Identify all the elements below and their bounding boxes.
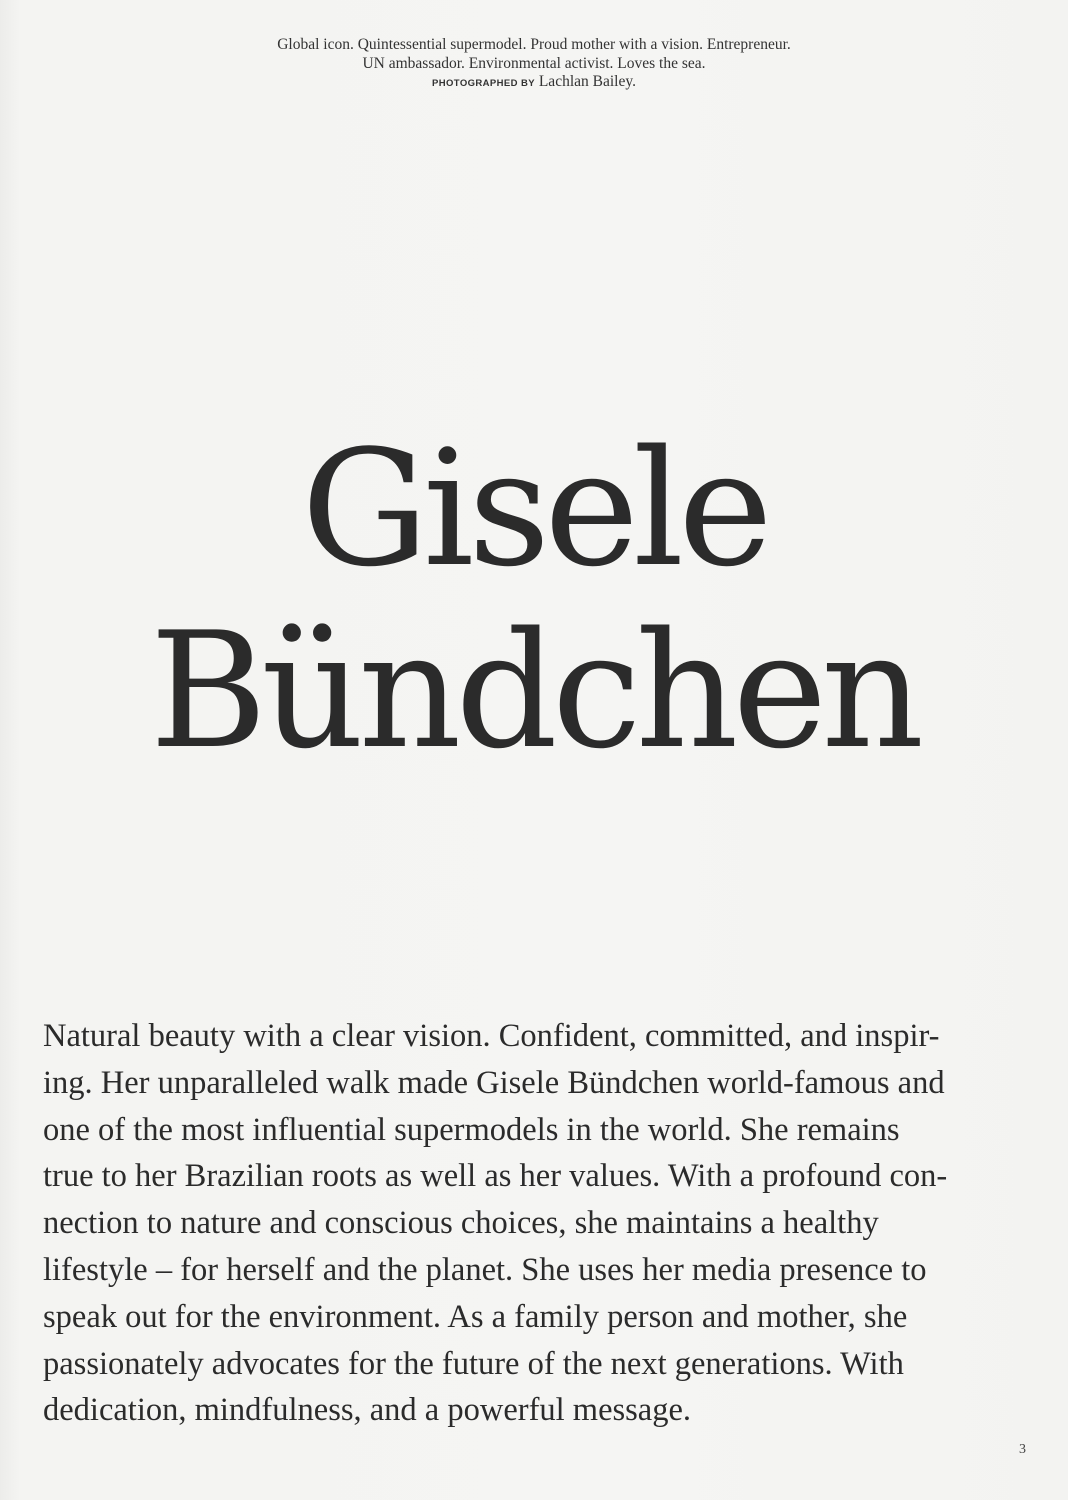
tagline-line-1: Global icon. Quintessential supermodel. Proud mother with a vision. Entrepreneur. [277,36,791,53]
tagline-line-2: UN ambassador. Environmental activist. Loves the sea. [362,54,706,72]
intro-line: ing. Her unparalleled walk made Gisele Bündchen world-famous and [43,1064,945,1101]
photographer-name: Lachlan Bailey. [538,73,636,90]
intro-line: lifestyle – for herself and the planet. She uses her media presence to [43,1251,927,1288]
intro-line: dedication, mindfulness, and a powerful message. [43,1392,692,1429]
photo-credit-label: PHOTOGRAPHED BY [432,78,535,89]
page-number: 3 [1019,1442,1026,1457]
intro-line: nection to nature and conscious choices, she maintains a healthy [43,1205,879,1242]
title-line-1: Gisele [301,415,767,602]
intro-line: true to her Brazilian roots as well as her values. With a profound con- [43,1158,948,1195]
intro-line: Natural beauty with a clear vision. Confident, committed, and inspir- [43,1018,940,1054]
intro-paragraph [43,1013,1033,1434]
header-deck [0,36,1068,94]
intro-line: one of the most influential supermodels in the world. She remains [43,1111,900,1148]
photo-credit [0,73,1068,94]
page-title [0,415,1068,784]
intro-line: speak out for the environment. As a family person and mother, she [43,1298,908,1335]
title-line-2: Bündchen [149,597,919,784]
intro-line: passionately advocates for the future of the next generations. With [43,1345,904,1382]
